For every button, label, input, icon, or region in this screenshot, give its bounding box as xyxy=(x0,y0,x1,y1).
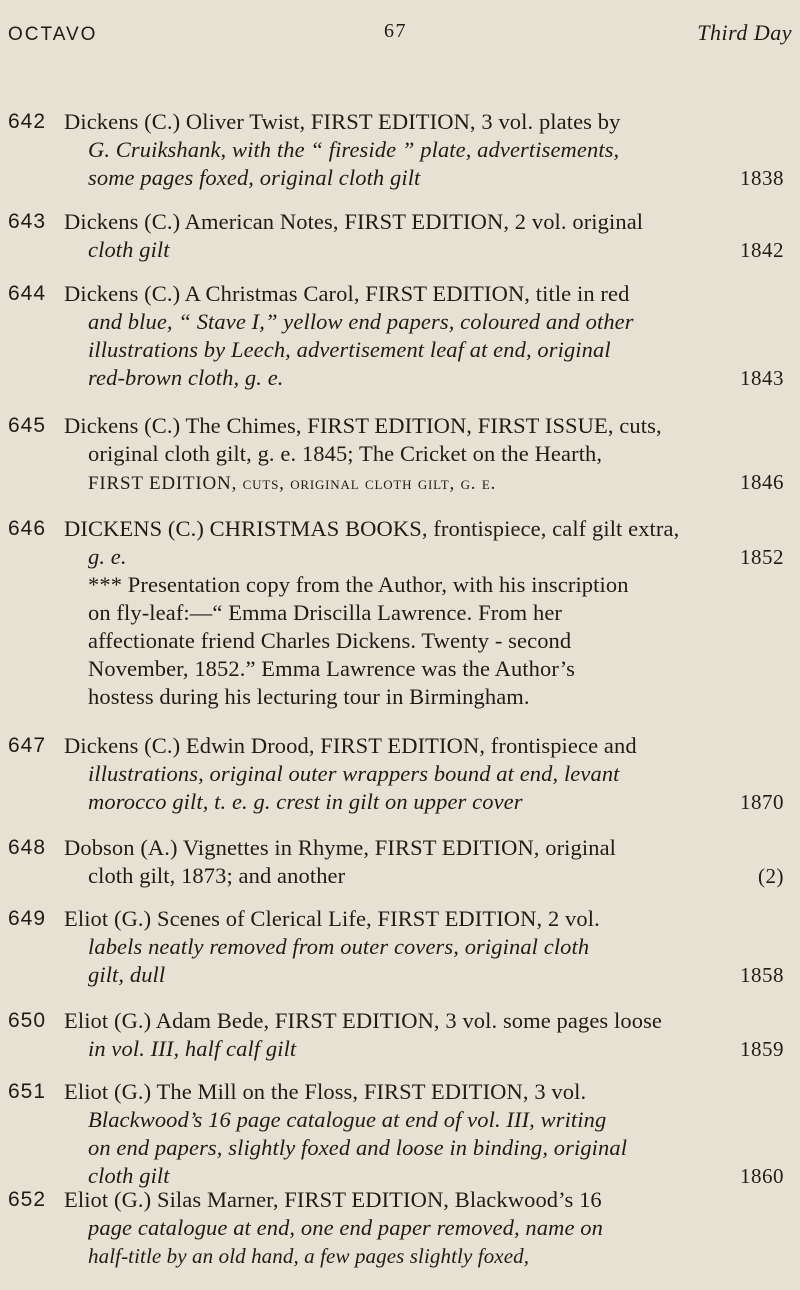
lot-entry xyxy=(8,412,792,496)
lot-description xyxy=(64,515,784,711)
lot-number: 650 xyxy=(8,1009,47,1032)
lot-line xyxy=(64,280,784,308)
lot-line xyxy=(64,108,784,136)
lot-text: half-title by an old hand, a few pages slightly foxed, xyxy=(88,1244,530,1268)
lot-text: Eliot (G.) The Mill on the Floss, FIRST EDITION, 3 vol. xyxy=(64,1079,587,1104)
lot-text: Dickens (C.) A Christmas Carol, FIRST EDITION, title in red xyxy=(64,281,630,306)
lot-line xyxy=(64,571,784,599)
lot-number: 649 xyxy=(8,907,47,930)
lot-text: illustrations, original outer wrappers bound at end, levant xyxy=(88,761,620,786)
lot-entry xyxy=(8,905,792,989)
lot-line xyxy=(64,336,784,364)
lot-text: original cloth gilt, g. e. 1845; The Cricket on the Hearth, xyxy=(88,441,603,466)
lot-year: 1852 xyxy=(740,545,784,569)
lot-text: gilt, dull xyxy=(88,962,166,987)
lot-line xyxy=(64,1035,784,1063)
lot-entry xyxy=(8,732,792,816)
lot-number: 642 xyxy=(8,110,47,133)
lot-line xyxy=(64,1214,784,1242)
lot-line xyxy=(64,933,784,961)
lot-number: 648 xyxy=(8,836,47,859)
lot-line xyxy=(64,1186,784,1214)
lot-line xyxy=(64,1078,784,1106)
lot-line xyxy=(64,543,784,571)
lot-number: 646 xyxy=(8,517,47,540)
lot-line xyxy=(64,655,784,683)
lot-text: affectionate friend Charles Dickens. Twenty - second xyxy=(88,628,572,653)
lot-year: 1858 xyxy=(740,963,784,987)
lot-line xyxy=(64,788,784,816)
lot-line xyxy=(64,599,784,627)
lot-line xyxy=(64,308,784,336)
lot-line xyxy=(64,683,784,711)
lot-number: 652 xyxy=(8,1188,47,1211)
lot-line xyxy=(64,412,784,440)
lot-line xyxy=(64,364,784,392)
lot-text: G. Cruikshank, with the “ fireside ” plate, advertisements, xyxy=(88,137,620,162)
lot-entry xyxy=(8,1078,792,1190)
lot-text: cloth gilt xyxy=(88,237,170,262)
lot-line xyxy=(64,1106,784,1134)
lot-description xyxy=(64,1186,784,1242)
lot-number: 651 xyxy=(8,1080,47,1103)
lot-continuation xyxy=(8,1242,792,1270)
lot-text: on end papers, slightly foxed and loose in binding, original xyxy=(88,1135,628,1160)
lot-line xyxy=(64,627,784,655)
lot-line xyxy=(64,164,784,192)
lot-text: cloth gilt xyxy=(88,1163,170,1188)
lot-line xyxy=(64,515,784,543)
format-label: OCTAVO xyxy=(8,24,98,45)
lot-number: 647 xyxy=(8,734,47,757)
lot-year: (2) xyxy=(758,864,784,888)
lot-text: illustrations by Leech, advertisement leaf at end, original xyxy=(88,337,611,362)
lot-line xyxy=(64,136,784,164)
lot-entry xyxy=(8,108,792,192)
lot-text: red-brown cloth, g. e. xyxy=(88,365,284,390)
lot-line xyxy=(64,440,784,468)
lot-description xyxy=(64,108,784,192)
lot-text: *** Presentation copy from the Author, with his inscription xyxy=(88,572,629,597)
lot-description xyxy=(64,1242,784,1270)
lot-text: Eliot (G.) Adam Bede, FIRST EDITION, 3 vol. some pages loose xyxy=(64,1008,663,1033)
lot-text: DICKENS (C.) CHRISTMAS BOOKS, frontispiece, calf gilt extra, xyxy=(64,516,680,541)
lot-entry xyxy=(8,280,792,392)
lot-entry xyxy=(8,208,792,264)
lot-line xyxy=(64,862,784,890)
lot-text: cloth gilt, 1873; and another xyxy=(88,863,346,888)
lot-line xyxy=(64,834,784,862)
lot-text: Eliot (G.) Scenes of Clerical Life, FIRST EDITION, 2 vol. xyxy=(64,906,600,931)
lot-number: 644 xyxy=(8,282,47,305)
lot-line xyxy=(64,760,784,788)
lot-line xyxy=(64,1242,784,1270)
lot-entry xyxy=(8,834,792,890)
lot-text: Dickens (C.) Oliver Twist, FIRST EDITION, 3 vol. plates by xyxy=(64,109,621,134)
lot-line xyxy=(64,1134,784,1162)
lot-line xyxy=(64,732,784,760)
lot-number: 645 xyxy=(8,414,47,437)
sale-day-label: Third Day xyxy=(697,20,792,45)
lot-line xyxy=(64,468,784,496)
lot-text: and blue, “ Stave I,” yellow end papers, coloured and other xyxy=(88,309,634,334)
lot-year: 1860 xyxy=(740,1164,784,1188)
lot-line xyxy=(64,905,784,933)
lot-year: 1859 xyxy=(740,1037,784,1061)
lot-line xyxy=(64,208,784,236)
lot-number: 643 xyxy=(8,210,47,233)
lot-year: 1846 xyxy=(740,470,784,494)
lot-description xyxy=(64,1078,784,1190)
lot-description xyxy=(64,208,784,264)
lot-text: Eliot (G.) Silas Marner, FIRST EDITION, Blackwood’s 16 xyxy=(64,1187,602,1212)
lot-text: morocco gilt, t. e. g. crest in gilt on upper cover xyxy=(88,789,523,814)
lot-line xyxy=(64,236,784,264)
lot-text: page catalogue at end, one end paper removed, name on xyxy=(88,1215,603,1240)
page-number: 67 xyxy=(384,20,407,42)
lot-text: Dickens (C.) Edwin Drood, FIRST EDITION, frontispiece and xyxy=(64,733,637,758)
lot-description xyxy=(64,412,784,496)
running-head xyxy=(8,20,792,52)
lot-description xyxy=(64,834,784,890)
lot-entry xyxy=(8,1007,792,1063)
lot-text: on fly-leaf:—“ Emma Driscilla Lawrence. From her xyxy=(88,600,562,625)
lot-description xyxy=(64,280,784,392)
lot-text: hostess during his lecturing tour in Birmingham. xyxy=(88,684,530,709)
lot-text: labels neatly removed from outer covers, original cloth xyxy=(88,934,590,959)
lot-text: Dobson (A.) Vignettes in Rhyme, FIRST EDITION, original xyxy=(64,835,617,860)
lot-text: Dickens (C.) The Chimes, FIRST EDITION, FIRST ISSUE, cuts, xyxy=(64,413,662,438)
lot-text: FIRST EDITION, cuts, original cloth gilt, g. e. xyxy=(88,473,497,494)
lot-year: 1843 xyxy=(740,366,784,390)
lot-year: 1870 xyxy=(740,790,784,814)
lot-entry xyxy=(8,515,792,711)
lot-text: Dickens (C.) American Notes, FIRST EDITION, 2 vol. original xyxy=(64,209,644,234)
lot-text: g. e. xyxy=(88,544,127,569)
lot-line xyxy=(64,961,784,989)
lot-text: some pages foxed, original cloth gilt xyxy=(88,165,421,190)
lot-description xyxy=(64,1007,784,1063)
lot-line xyxy=(64,1007,784,1035)
lot-text: November, 1852.” Emma Lawrence was the Author’s xyxy=(88,656,575,681)
lot-text: Blackwood’s 16 page catalogue at end of vol. III, writing xyxy=(88,1107,607,1132)
lot-year: 1838 xyxy=(740,166,784,190)
lot-description xyxy=(64,905,784,989)
lot-description xyxy=(64,732,784,816)
lot-text: in vol. III, half calf gilt xyxy=(88,1036,297,1061)
lot-year: 1842 xyxy=(740,238,784,262)
lot-entry xyxy=(8,1186,792,1242)
